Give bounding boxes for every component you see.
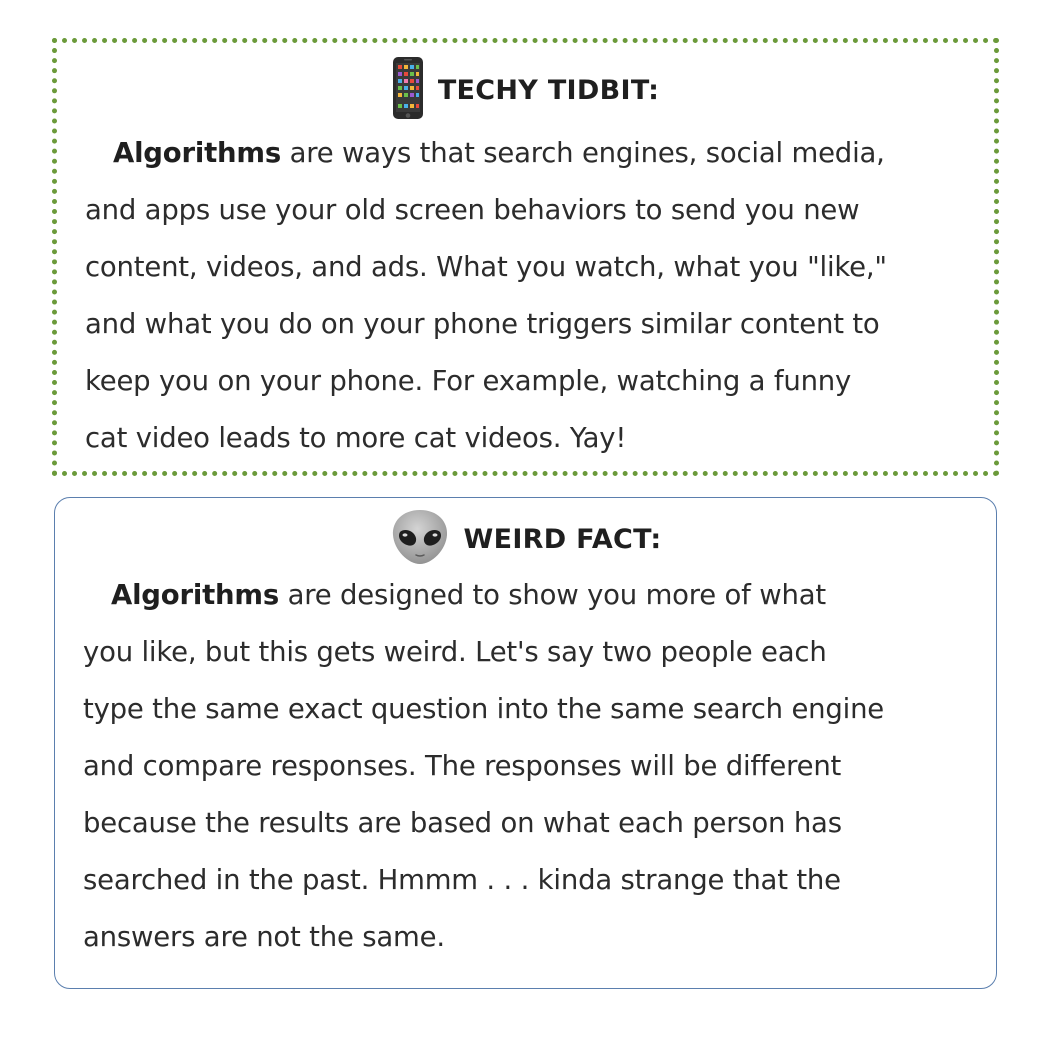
- paragraph-line: because the results are based on what each person has: [83, 807, 842, 839]
- techy-tidbit-title: TECHY TIDBIT:: [437, 74, 660, 106]
- paragraph-line: Algorithms are ways that search engines, social media,: [113, 137, 885, 169]
- weird-fact-heading: [55, 510, 996, 568]
- paragraph-line: answers are not the same.: [83, 921, 445, 953]
- techy-tidbit-box: [52, 38, 999, 476]
- weird-fact-paragraph: [83, 567, 976, 966]
- phone-icon: [392, 56, 424, 124]
- paragraph-line: Algorithms are designed to show you more of what: [111, 579, 826, 611]
- paragraph-line: keep you on your phone. For example, watching a funny: [85, 365, 852, 397]
- paragraph-line: you like, but this gets weird. Let's say two people each: [83, 636, 827, 668]
- paragraph-line: and what you do on your phone triggers similar content to: [85, 308, 880, 340]
- paragraph-line: type the same exact question into the same search engine: [83, 693, 885, 725]
- algorithms-term: Algorithms: [111, 579, 280, 611]
- paragraph-line: and apps use your old screen behaviors to send you new: [85, 194, 860, 226]
- paragraph-line: content, videos, and ads. What you watch, what you "like,": [85, 251, 887, 283]
- techy-tidbit-heading: [57, 57, 994, 123]
- paragraph-line: searched in the past. Hmmm . . . kinda strange that the: [83, 864, 841, 896]
- weird-fact-box: [54, 497, 997, 989]
- techy-tidbit-paragraph: [85, 125, 974, 467]
- alien-icon: [390, 508, 450, 570]
- weird-fact-title: WEIRD FACT:: [463, 523, 662, 555]
- paragraph-line: and compare responses. The responses will be different: [83, 750, 842, 782]
- algorithms-term: Algorithms: [113, 137, 282, 169]
- paragraph-line: cat video leads to more cat videos. Yay!: [85, 422, 627, 454]
